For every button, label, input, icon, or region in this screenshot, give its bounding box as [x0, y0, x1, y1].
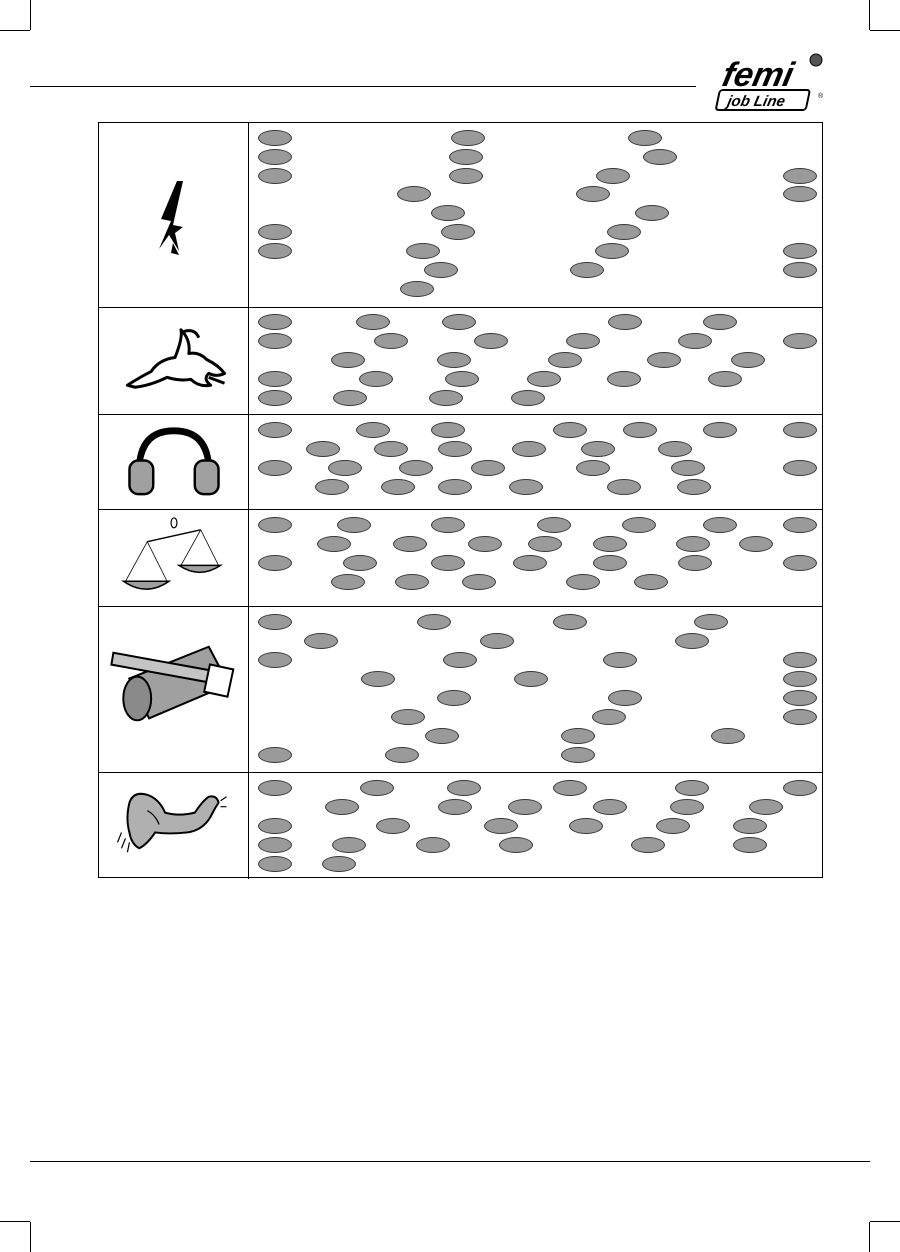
redacted-text-marker	[595, 243, 629, 259]
redacted-text-marker	[397, 186, 431, 202]
table-row	[99, 414, 822, 509]
icon-cell	[99, 607, 249, 772]
redacted-text-marker	[566, 333, 600, 349]
redacted-text-marker	[675, 780, 709, 796]
redacted-text-marker	[623, 422, 657, 438]
redacted-text-marker	[628, 130, 662, 146]
text-cell	[249, 773, 822, 879]
redacted-text-marker	[322, 856, 356, 872]
redacted-text-marker	[675, 633, 709, 649]
redacted-text-marker	[331, 352, 365, 368]
redacted-text-marker	[328, 460, 362, 476]
redacted-text-marker	[304, 633, 338, 649]
redacted-text-marker	[553, 614, 587, 630]
redacted-text-marker	[333, 390, 367, 406]
redacted-text-marker	[643, 149, 677, 165]
redacted-text-marker	[337, 517, 371, 533]
redacted-text-marker	[511, 390, 545, 406]
redacted-text-marker	[548, 352, 582, 368]
redacted-text-marker	[325, 799, 359, 815]
redacted-text-marker	[783, 555, 817, 571]
redacted-text-marker	[703, 517, 737, 533]
redacted-text-marker	[783, 168, 817, 184]
ear-muffs-icon	[99, 415, 249, 509]
redacted-text-marker	[608, 314, 642, 330]
redacted-text-marker	[634, 574, 668, 590]
redacted-text-marker	[508, 799, 542, 815]
redacted-text-marker	[381, 479, 415, 495]
redacted-text-marker	[343, 555, 377, 571]
redacted-text-marker	[431, 555, 465, 571]
redacted-text-marker	[607, 224, 641, 240]
redacted-text-marker	[635, 205, 669, 221]
redacted-text-marker	[783, 652, 817, 668]
redacted-text-marker	[537, 517, 571, 533]
hacksaw-pipe-icon	[99, 607, 249, 772]
redacted-text-marker	[332, 837, 366, 853]
redacted-text-marker	[514, 671, 548, 687]
redacted-text-marker	[576, 460, 610, 476]
redacted-text-marker	[671, 460, 705, 476]
text-cell	[249, 510, 822, 606]
redacted-text-marker	[395, 574, 429, 590]
redacted-text-marker	[509, 479, 543, 495]
crop-mark	[30, 0, 31, 30]
redacted-text-marker	[678, 555, 712, 571]
redacted-text-marker	[374, 333, 408, 349]
redacted-text-marker	[417, 614, 451, 630]
redacted-text-marker	[449, 168, 483, 184]
redacted-text-marker	[783, 690, 817, 706]
redacted-text-marker	[258, 371, 292, 387]
redacted-text-marker	[703, 314, 737, 330]
text-cell	[249, 607, 822, 772]
redacted-text-marker	[647, 352, 681, 368]
redacted-text-marker	[670, 799, 704, 815]
header-rule	[30, 86, 696, 87]
redacted-text-marker	[711, 728, 745, 744]
redacted-text-marker	[438, 799, 472, 815]
crop-mark	[0, 30, 30, 31]
redacted-text-marker	[374, 441, 408, 457]
redacted-text-marker	[258, 224, 292, 240]
redacted-text-marker	[513, 555, 547, 571]
redacted-text-marker	[656, 818, 690, 834]
redacted-text-marker	[441, 224, 475, 240]
redacted-text-marker	[431, 205, 465, 221]
redacted-text-marker	[593, 555, 627, 571]
redacted-text-marker	[258, 818, 292, 834]
redacted-text-marker	[391, 709, 425, 725]
redacted-text-marker	[445, 371, 479, 387]
redacted-text-marker	[317, 536, 351, 552]
redacted-text-marker	[468, 536, 502, 552]
redacted-text-marker	[783, 186, 817, 202]
redacted-text-marker	[471, 460, 505, 476]
safety-symbols-table	[98, 122, 823, 878]
redacted-text-marker	[258, 422, 292, 438]
crop-mark	[869, 0, 870, 30]
table-row	[99, 123, 822, 307]
redacted-text-marker	[561, 728, 595, 744]
redacted-text-marker	[783, 517, 817, 533]
redacted-text-marker	[258, 614, 292, 630]
redacted-text-marker	[783, 243, 817, 259]
svg-text:femi: femi	[719, 56, 797, 94]
redacted-text-marker	[437, 690, 471, 706]
table-row	[99, 509, 822, 606]
redacted-text-marker	[783, 709, 817, 725]
redacted-text-marker	[677, 479, 711, 495]
redacted-text-marker	[431, 422, 465, 438]
redacted-text-marker	[499, 837, 533, 853]
redacted-text-marker	[592, 709, 626, 725]
redacted-text-marker	[258, 780, 292, 796]
svg-text:®: ®	[818, 93, 824, 100]
redacted-text-marker	[553, 780, 587, 796]
redacted-text-marker	[678, 333, 712, 349]
text-cell	[249, 308, 822, 414]
redacted-text-marker	[733, 818, 767, 834]
redacted-text-marker	[385, 747, 419, 763]
redacted-text-marker	[258, 390, 292, 406]
redacted-text-marker	[703, 422, 737, 438]
redacted-text-marker	[474, 333, 508, 349]
icon-cell	[99, 123, 249, 307]
redacted-text-marker	[361, 671, 395, 687]
balance-scale-icon	[99, 510, 249, 606]
table-row	[99, 606, 822, 772]
redacted-text-marker	[360, 780, 394, 796]
redacted-text-marker	[437, 352, 471, 368]
redacted-text-marker	[258, 517, 292, 533]
redacted-text-marker	[431, 517, 465, 533]
redacted-text-marker	[708, 371, 742, 387]
redacted-text-marker	[581, 441, 615, 457]
redacted-text-marker	[731, 352, 765, 368]
redacted-text-marker	[258, 652, 292, 668]
redacted-text-marker	[258, 168, 292, 184]
redacted-text-marker	[739, 536, 773, 552]
redacted-text-marker	[480, 633, 514, 649]
redacted-text-marker	[603, 652, 637, 668]
redacted-text-marker	[359, 371, 393, 387]
flexed-arm-icon	[99, 773, 249, 879]
redacted-text-marker	[416, 837, 450, 853]
redacted-text-marker	[258, 460, 292, 476]
crop-mark	[869, 1222, 870, 1252]
redacted-text-marker	[258, 747, 292, 763]
redacted-text-marker	[429, 390, 463, 406]
redacted-text-marker	[622, 517, 656, 533]
redacted-text-marker	[569, 818, 603, 834]
redacted-text-marker	[438, 479, 472, 495]
icon-cell	[99, 510, 249, 606]
redacted-text-marker	[258, 837, 292, 853]
redacted-text-marker	[258, 243, 292, 259]
table-row	[99, 772, 822, 879]
redacted-text-marker	[447, 780, 481, 796]
redacted-text-marker	[258, 333, 292, 349]
redacted-text-marker	[596, 168, 630, 184]
running-rabbit-icon	[99, 308, 249, 414]
redacted-text-marker	[331, 574, 365, 590]
redacted-text-marker	[733, 837, 767, 853]
redacted-text-marker	[561, 747, 595, 763]
redacted-text-marker	[449, 149, 483, 165]
redacted-text-marker	[783, 671, 817, 687]
redacted-text-marker	[451, 130, 485, 146]
redacted-text-marker	[783, 460, 817, 476]
redacted-text-marker	[306, 441, 340, 457]
redacted-text-marker	[315, 479, 349, 495]
icon-cell	[99, 773, 249, 879]
femi-logo	[708, 52, 828, 116]
redacted-text-marker	[356, 422, 390, 438]
redacted-text-marker	[356, 314, 390, 330]
redacted-text-marker	[400, 281, 434, 297]
redacted-text-marker	[608, 690, 642, 706]
redacted-text-marker	[783, 780, 817, 796]
redacted-text-marker	[424, 262, 458, 278]
redacted-text-marker	[631, 837, 665, 853]
redacted-text-marker	[749, 799, 783, 815]
redacted-text-marker	[258, 856, 292, 872]
lightning-bolt-icon	[99, 123, 249, 307]
redacted-text-marker	[566, 574, 600, 590]
redacted-text-marker	[527, 371, 561, 387]
redacted-text-marker	[399, 460, 433, 476]
table-row	[99, 307, 822, 414]
redacted-text-marker	[593, 536, 627, 552]
redacted-text-marker	[607, 371, 641, 387]
redacted-text-marker	[676, 536, 710, 552]
redacted-text-marker	[438, 441, 472, 457]
crop-mark	[30, 1222, 31, 1252]
redacted-text-marker	[442, 314, 476, 330]
redacted-text-marker	[576, 186, 610, 202]
redacted-text-marker	[425, 728, 459, 744]
redacted-text-marker	[658, 441, 692, 457]
svg-text:job Line: job Line	[725, 93, 787, 110]
crop-mark	[0, 1221, 30, 1222]
redacted-text-marker	[593, 799, 627, 815]
redacted-text-marker	[258, 555, 292, 571]
redacted-text-marker	[528, 536, 562, 552]
crop-mark	[870, 1221, 900, 1222]
redacted-text-marker	[512, 441, 546, 457]
icon-cell	[99, 415, 249, 509]
redacted-text-marker	[406, 243, 440, 259]
redacted-text-marker	[553, 422, 587, 438]
redacted-text-marker	[376, 818, 410, 834]
redacted-text-marker	[258, 130, 292, 146]
redacted-text-marker	[783, 262, 817, 278]
crop-mark	[870, 30, 900, 31]
redacted-text-marker	[783, 333, 817, 349]
redacted-text-marker	[694, 614, 728, 630]
icon-cell	[99, 308, 249, 414]
redacted-text-marker	[258, 314, 292, 330]
footer-rule	[30, 1161, 870, 1162]
text-cell	[249, 415, 822, 509]
text-cell	[249, 123, 822, 307]
redacted-text-marker	[607, 479, 641, 495]
redacted-text-marker	[258, 149, 292, 165]
redacted-text-marker	[783, 422, 817, 438]
redacted-text-marker	[484, 818, 518, 834]
redacted-text-marker	[462, 574, 496, 590]
redacted-text-marker	[443, 652, 477, 668]
redacted-text-marker	[570, 262, 604, 278]
redacted-text-marker	[393, 536, 427, 552]
